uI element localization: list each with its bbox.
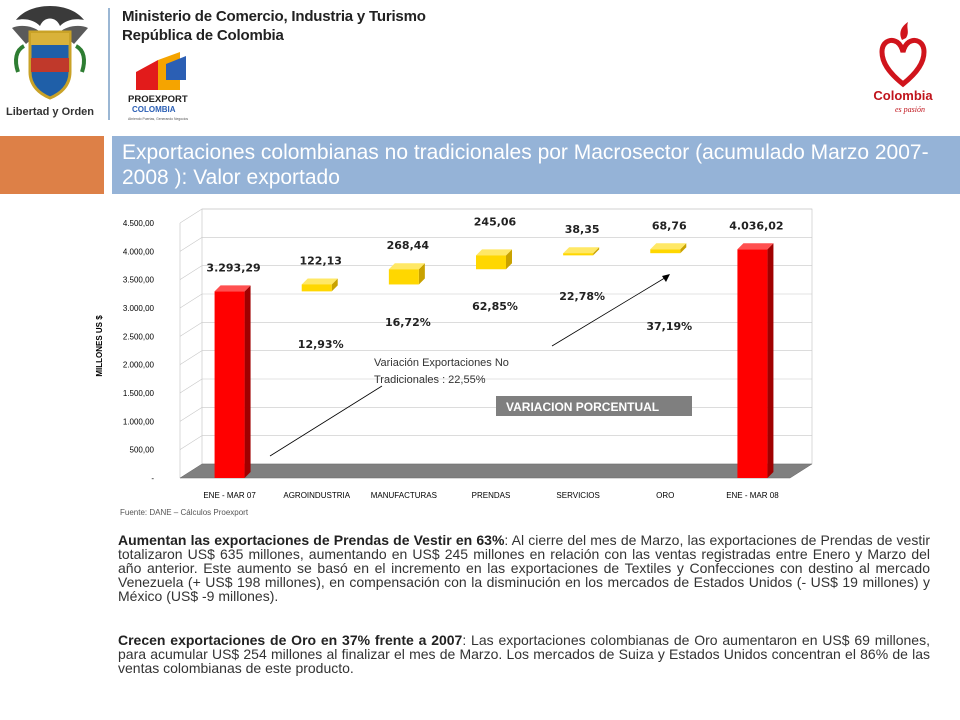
- proexport-name: PROEXPORT: [128, 94, 188, 105]
- brand-tagline: es pasión: [895, 105, 925, 114]
- pct-label: 12,93%: [297, 338, 344, 351]
- pct-label: 16,72%: [384, 316, 431, 329]
- y-tick-label: 3.500,00: [122, 275, 154, 285]
- paragraph-oro: [118, 633, 930, 675]
- annotation-line-1: Variación Exportaciones No: [374, 357, 509, 369]
- y-tick-label: 2.000,00: [122, 360, 154, 370]
- bar-side: [245, 285, 251, 478]
- slide-title: Exportaciones colombianas no tradicionales por Macrosector (acumulado Marzo 2007-2008 ): Valor exportado: [122, 141, 929, 189]
- proexport-country: COLOMBIA: [132, 105, 176, 114]
- gridline-side: [180, 294, 202, 308]
- value-label: 3.293,29: [206, 261, 261, 275]
- value-label: 4.036,02: [729, 219, 784, 233]
- bar: [215, 291, 245, 478]
- plot-back-wall: [202, 209, 812, 464]
- y-tick-label: 1.000,00: [122, 417, 154, 427]
- title-accent-block: [0, 136, 104, 194]
- value-label: 68,76: [651, 219, 687, 233]
- annotation-line-2: Tradicionales : 22,55%: [374, 374, 486, 386]
- x-tick-label: MANUFACTURAS: [370, 491, 437, 500]
- waterfall-chart: [90, 196, 830, 526]
- colombia-es-pasion-logo: [862, 18, 944, 122]
- bar: [563, 253, 593, 255]
- paragraph-prendas: [118, 533, 930, 603]
- paragraph-prendas-text: : Al cierre del mes de Marzo, las exportaciones de Prendas de vestir totalizaron US$ 635 millones, aumentando en US$ 245 millones en relación con las ventas registradas entre Enero y Marzo del año anterior. Este aumento se basó en el incremento en las exportaciones de Textiles y Confecciones con destino al mercado Venezuela (+ US$ 198 millones), en compensación con la disminución en los mercados de Estados Unidos (- US$ 19 millones) y México (US$ -9 millones).: [118, 532, 930, 604]
- gridline-side: [180, 237, 202, 251]
- x-tick-label: SERVICIOS: [556, 491, 600, 500]
- annotation-leader-line: [270, 386, 382, 456]
- bar-top: [476, 249, 512, 255]
- gridline-side: [180, 407, 202, 421]
- value-label: 245,06: [473, 215, 517, 229]
- x-tick-label: ENE - MAR 08: [726, 491, 779, 500]
- header-divider: [108, 8, 110, 120]
- proexport-logo: [128, 50, 198, 126]
- bar-top: [563, 247, 599, 253]
- country-name: República de Colombia: [122, 27, 284, 44]
- y-tick-label: 1.500,00: [122, 389, 154, 398]
- y-tick-label: 4.000,00: [122, 247, 154, 257]
- gridline-side: [180, 209, 202, 223]
- x-tick-label: ENE - MAR 07: [203, 491, 256, 500]
- bar: [302, 284, 332, 291]
- x-tick-label: PRENDAS: [471, 491, 511, 500]
- bar: [476, 255, 506, 269]
- y-tick-label: 2.500,00: [122, 332, 154, 342]
- pct-label: 37,19%: [646, 320, 693, 333]
- trend-arrow-line: [552, 276, 668, 346]
- y-tick-label: 3.000,00: [122, 304, 154, 313]
- brand-name: Colombia: [873, 88, 933, 103]
- gridline-side: [180, 436, 202, 450]
- y-tick-label: 4.500,00: [122, 219, 154, 228]
- gridline-side: [180, 351, 202, 365]
- value-label: 268,44: [386, 239, 430, 253]
- colombia-shield-logo: [4, 2, 96, 120]
- value-label: 122,13: [299, 254, 342, 268]
- paragraph-prendas-heading: Aumentan las exportaciones de Prendas de Vestir en 63%: [118, 532, 505, 548]
- pct-label: 62,85%: [472, 300, 518, 313]
- bar-top: [302, 278, 338, 284]
- y-axis-label: MILLONES US $: [95, 315, 104, 377]
- gridline-side: [180, 322, 202, 336]
- trend-arrow-head: [662, 274, 670, 282]
- paragraph-oro-text: : Las exportaciones colombianas de Oro aumentaron en US$ 69 millones, para acumular US$ 254 millones al finalizar el mes de Marzo. Los mercados de Suiza y Estados Unidos concentran el 86% de las ventas colombianas de este producto.: [118, 632, 930, 676]
- y-tick-label: -: [151, 474, 154, 483]
- pct-label: 22,78%: [559, 290, 606, 303]
- gridline-side: [180, 266, 202, 280]
- bar: [650, 249, 680, 253]
- bar-top: [215, 285, 251, 291]
- y-tick-label: 500,00: [129, 445, 154, 455]
- paragraph-oro-heading: Crecen exportaciones de Oro en 37% frente a 2007: [118, 632, 463, 648]
- plot-floor: [180, 464, 812, 478]
- x-tick-label: ORO: [656, 491, 675, 500]
- x-tick-label: AGROINDUSTRIA: [283, 491, 351, 500]
- source-note: Fuente: DANE – Cálculos Proexport: [120, 508, 249, 517]
- bar: [737, 249, 767, 478]
- ministry-name: Ministerio de Comercio, Industria y Turismo: [122, 8, 426, 25]
- gridline-side: [180, 379, 202, 393]
- bar: [389, 269, 419, 284]
- bar-top: [650, 243, 686, 249]
- legend-box-label: VARIACION PORCENTUAL: [506, 400, 660, 414]
- bar-top: [737, 243, 773, 249]
- bar-top: [389, 263, 425, 269]
- bar-side: [767, 243, 773, 478]
- shield-caption: Libertad y Orden: [5, 106, 95, 118]
- proexport-tagline: Abriendo Puertas, Generando Negocios: [128, 117, 189, 121]
- value-label: 38,35: [564, 223, 600, 237]
